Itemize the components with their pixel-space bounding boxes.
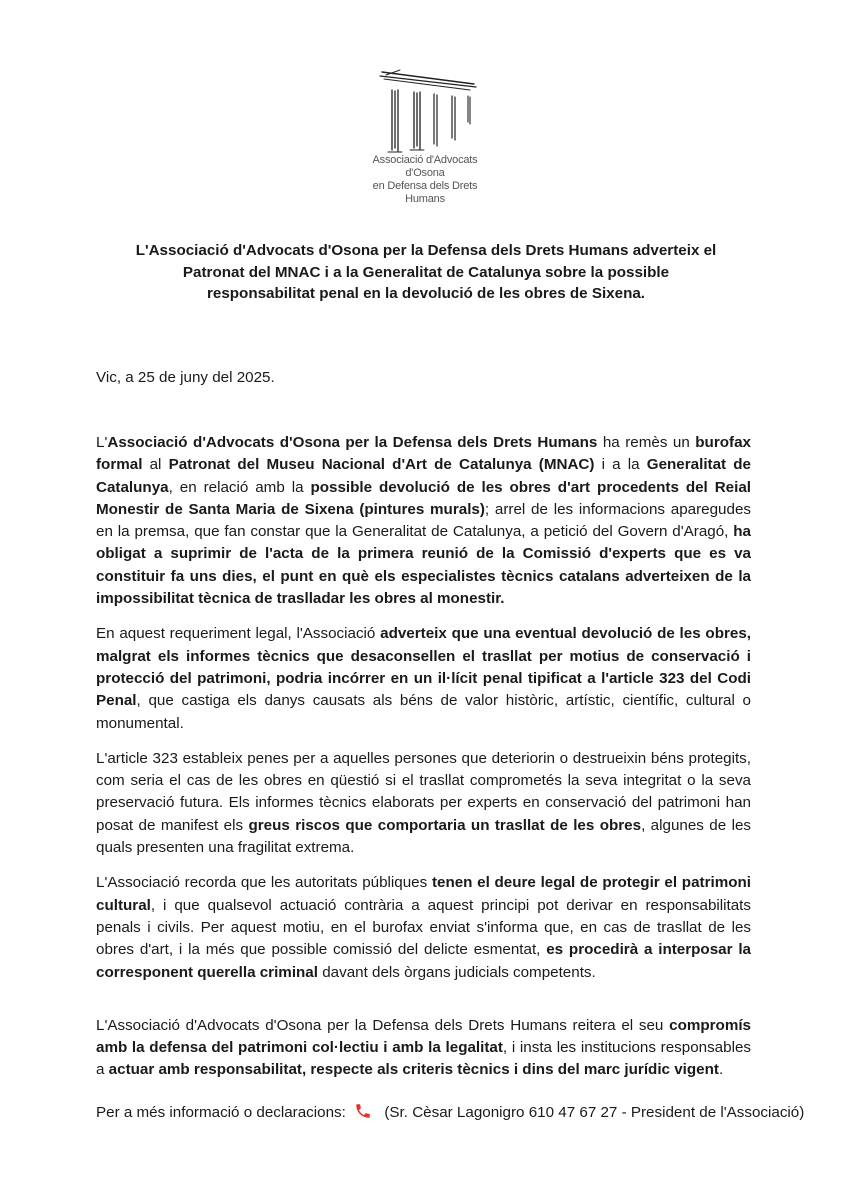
press-release-title	[100, 240, 752, 305]
date-line: Vic, a 25 de juny del 2025.	[96, 369, 275, 386]
paragraph-4: L'Associació recorda que les autoritats públiques tenen el deure legal de protegir el patrimoni cultural, i que qualsevol actuació contrària a aquest principi pot derivar en responsabilitats penals i civils. Per aquest motiu, en el burofax enviat s'informa que, en cas de trasllat de les obres d'art, i la més que possible comissió del delicte esmentat, es procedirà a interposar la corresponent querella criminal davant dels òrgans judicials competents.	[96, 874, 751, 981]
contact-label: Per a més informació o declaracions:	[96, 1104, 346, 1121]
association-logo	[355, 66, 495, 205]
title-line: L'Associació d'Advocats d'Osona per la Defensa dels Drets Humans adverteix el	[135, 242, 717, 259]
title-line: responsabilitat penal en la devolució de les obres de Sixena.	[206, 285, 646, 302]
paragraph-2: En aquest requeriment legal, l'Associació adverteix que una eventual devolució de les obres, malgrat els informes tècnics que desaconsellen el trasllat per motius de conservació i protecció del patrimoni, podria incórrer en un il·lícit penal tipificat a l'article 323 del Codi Penal, que castiga els danys causats als béns de valor històric, artístic, científic, cultural o monumental.	[96, 625, 751, 732]
columns-logo-icon	[370, 66, 480, 154]
contact-details: (Sr. Cèsar Lagonigro 610 47 67 27 - President de l'Associació)	[384, 1104, 805, 1121]
title-line: Patronat del MNAC i a la Generalitat de Catalunya sobre la possible	[182, 263, 670, 281]
logo-text-line2: en Defensa dels Drets Humans	[372, 180, 478, 205]
paragraph-5: L'Associació d'Advocats d'Osona per la Defensa dels Drets Humans reitera el seu compromís amb la defensa del patrimoni col·lectiu i amb la legalitat, i insta les institucions responsables a actuar amb responsabilitat, respecte als criteris tècnics i dins del marc jurídic vigent.	[96, 1016, 751, 1079]
phone-icon	[354, 1102, 372, 1124]
logo-text-line1: Associació d'Advocats d'Osona	[372, 154, 478, 179]
paragraph-1: L'Associació d'Advocats d'Osona per la Defensa dels Drets Humans ha remès un burofax formal al Patronat del Museu Nacional d'Art de Catalunya (MNAC) i a la Generalitat de Catalunya, en relació amb la possible devolució de les obres d'art procedents del Reial Monestir de Santa Maria de Sixena (pintures murals); arrel de les informacions aparegudes en la premsa, que fan constar que la Generalitat de Catalunya, a petició del Govern d'Aragó, ha obligat a suprimir de l'acta de la primera reunió de la Comissió d'experts que es va constituir fa uns dies, el punt en què els especialistes tècnics catalans adverteixen de la impossibilitat tècnica de traslladar les obres al monestir.	[96, 434, 751, 608]
contact-line	[96, 1102, 804, 1124]
press-release-body	[96, 432, 751, 1095]
paragraph-3: L'article 323 estableix penes per a aquelles persones que deteriorin o destrueixin béns protegits, com seria el cas de les obres en qüestió si el trasllat comprometés la seva integritat o la seva preservació futura. Els informes tècnics elaborats per experts en conservació del patrimoni han posat de manifest els greus riscos que comportaria un trasllat de les obres, algunes de les quals presenten una fragilitat extrema.	[96, 749, 751, 857]
